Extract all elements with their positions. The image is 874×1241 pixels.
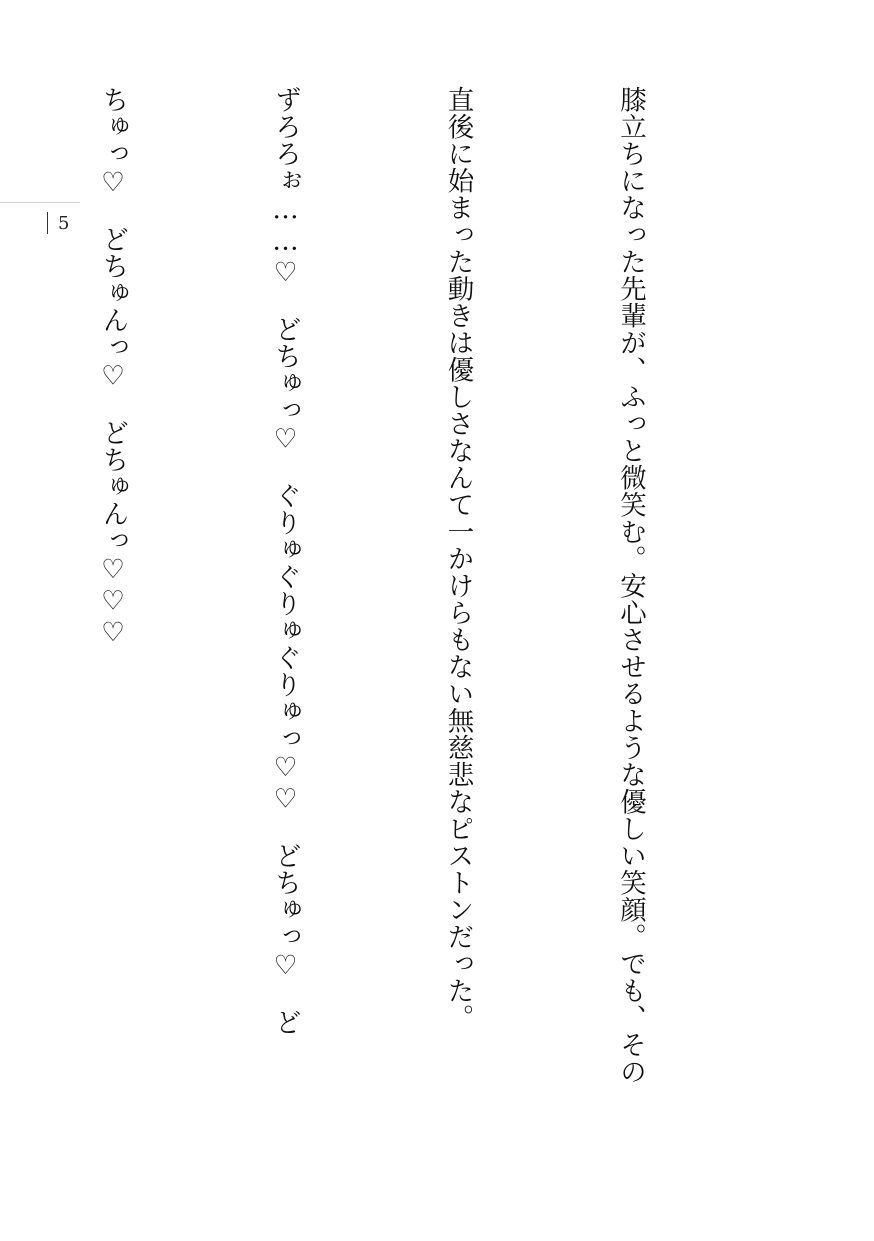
text-line-2: 直後に始まった動きは優しさなんて一かけらもない無慈悲なピストンだった。 [442,86,474,1031]
text-line-4: ちゅっ♡ どちゅんっ♡ どちゅんっ♡♡♡ [97,86,129,649]
folio-divider [47,212,48,234]
text-line-1: 膝立ちになった先輩が、ふっと微笑む。安心させるような優しい笑顔。でも、その [615,86,646,1085]
text-line-3: ずろろぉ……♡ どちゅっ♡ ぐりゅぐりゅぐりゅっ♡♡ どちゅっ♡ ど [270,86,301,1036]
page-number: 5 [58,212,70,234]
page-folio [47,210,69,236]
vertical-body-text [0,86,774,1176]
folio-rule [0,202,80,203]
